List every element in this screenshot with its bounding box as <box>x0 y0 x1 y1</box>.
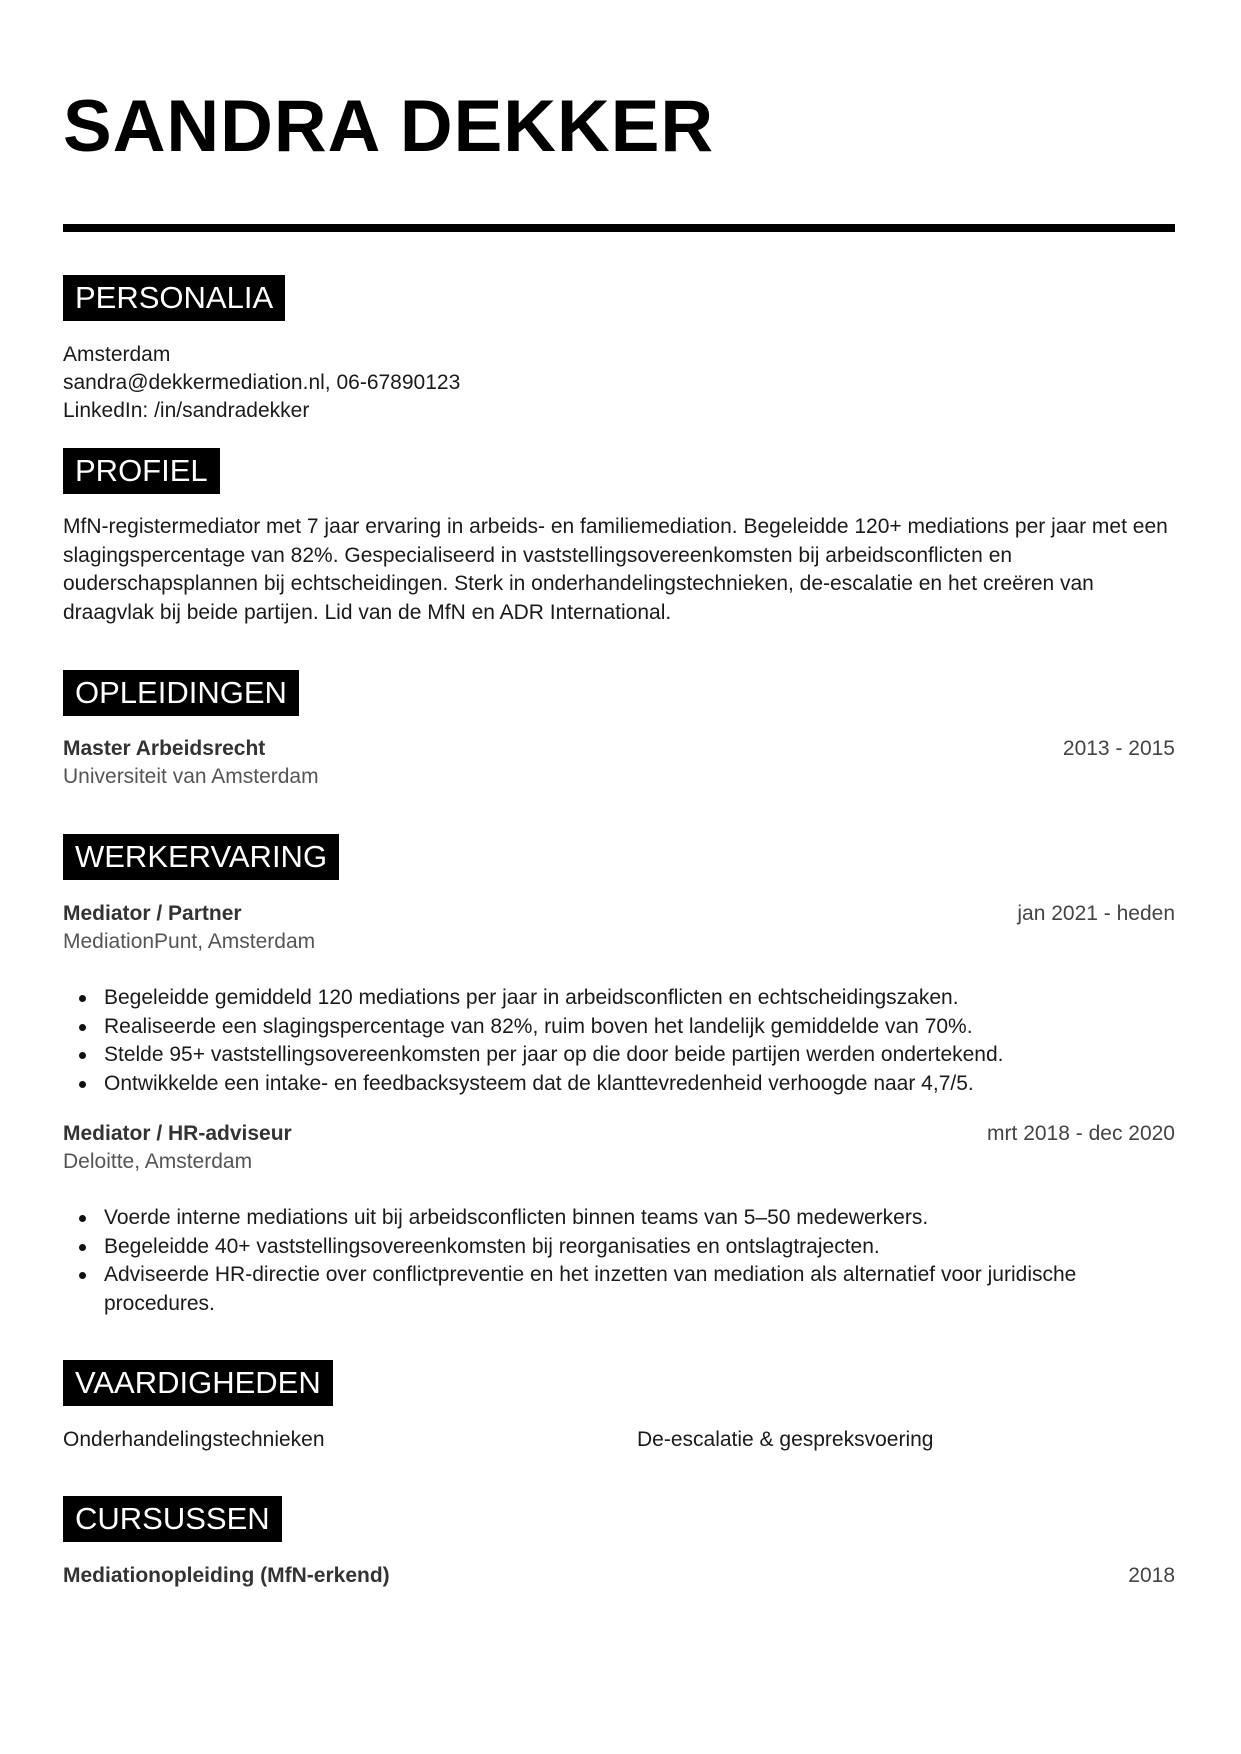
bullet-icon <box>79 995 86 1002</box>
job-period: jan 2021 - heden <box>1017 902 1175 925</box>
bullet-icon <box>79 1052 86 1059</box>
education-institution: Universiteit van Amsterdam <box>63 765 319 788</box>
job-row <box>63 900 1175 928</box>
candidate-name: SANDRA DEKKER <box>63 86 715 167</box>
section-heading-opleidingen: OPLEIDINGEN <box>63 670 299 716</box>
course-row <box>63 1562 1175 1590</box>
list-item: Begeleidde 40+ vaststellingsovereenkomsten bij reorganisaties en ontslagtrajecten. <box>63 1233 1175 1262</box>
section-heading-personalia: PERSONALIA <box>63 275 285 321</box>
job-title: Mediator / HR-adviseur <box>63 1122 292 1145</box>
job-period: mrt 2018 - dec 2020 <box>987 1122 1175 1145</box>
contact-city: Amsterdam <box>63 343 171 366</box>
bullet-icon <box>79 1024 86 1031</box>
list-item: Voerde interne mediations uit bij arbeidsconflicten binnen teams van 5–50 medewerkers. <box>63 1204 1175 1233</box>
profile-summary: MfN-registermediator met 7 jaar ervaring in arbeids- en familiemediation. Begeleidde 120+ mediations per jaar met een slagingspercentage van 82%. Gespecialiseerd in vaststellingsovereenkomsten bij arbeidsconflicten en ouderschapsplannen bij echtscheidingen. Sterk in onderhandelingstechnieken, de-escalatie en het creëren van draagvlak bij beide partijen. Lid van de MfN en ADR International. <box>63 515 1168 624</box>
contact-linkedin: LinkedIn: /in/sandradekker <box>63 399 310 422</box>
job-title: Mediator / Partner <box>63 902 242 925</box>
bullet-icon <box>79 1272 86 1279</box>
education-degree: Master Arbeidsrecht <box>63 737 266 760</box>
education-row <box>63 735 1175 763</box>
bullet-icon <box>79 1244 86 1251</box>
job-company: MediationPunt, Amsterdam <box>63 930 316 953</box>
job-row <box>63 1120 1175 1148</box>
list-item: Ontwikkelde een intake- en feedbacksysteem dat de klanttevredenheid verhoogde naar 4,7/5. <box>63 1070 1175 1099</box>
header-divider <box>63 224 1175 232</box>
section-heading-vaardigheden: VAARDIGHEDEN <box>63 1360 333 1406</box>
course-year: 2018 <box>1128 1564 1175 1587</box>
section-heading-profiel: PROFIEL <box>63 448 220 494</box>
course-title: Mediationopleiding (MfN-erkend) <box>63 1564 390 1587</box>
skill-item: Onderhandelingstechnieken <box>63 1428 325 1451</box>
bullet-icon <box>79 1215 86 1222</box>
job-achievements <box>63 1204 1175 1318</box>
section-heading-werkervaring: WERKERVARING <box>63 834 339 880</box>
skill-item: De-escalatie & gespreksvoering <box>637 1428 934 1451</box>
bullet-icon <box>79 1081 86 1088</box>
list-item: Stelde 95+ vaststellingsovereenkomsten per jaar op die door beide partijen werden ondertekend. <box>63 1041 1175 1070</box>
job-achievements <box>63 984 1175 1098</box>
section-heading-cursussen: CURSUSSEN <box>63 1496 282 1542</box>
list-item: Adviseerde HR-directie over conflictpreventie en het inzetten van mediation als alternatief voor juridische procedures. <box>63 1261 1175 1318</box>
contact-email-phone: sandra@dekkermediation.nl, 06-67890123 <box>63 371 461 394</box>
job-company: Deloitte, Amsterdam <box>63 1150 253 1173</box>
list-item: Realiseerde een slagingspercentage van 82%, ruim boven het landelijk gemiddelde van 70%. <box>63 1013 1175 1042</box>
education-period: 2013 - 2015 <box>1062 737 1175 760</box>
list-item: Begeleidde gemiddeld 120 mediations per jaar in arbeidsconflicten en echtscheidingszaken. <box>63 984 1175 1013</box>
